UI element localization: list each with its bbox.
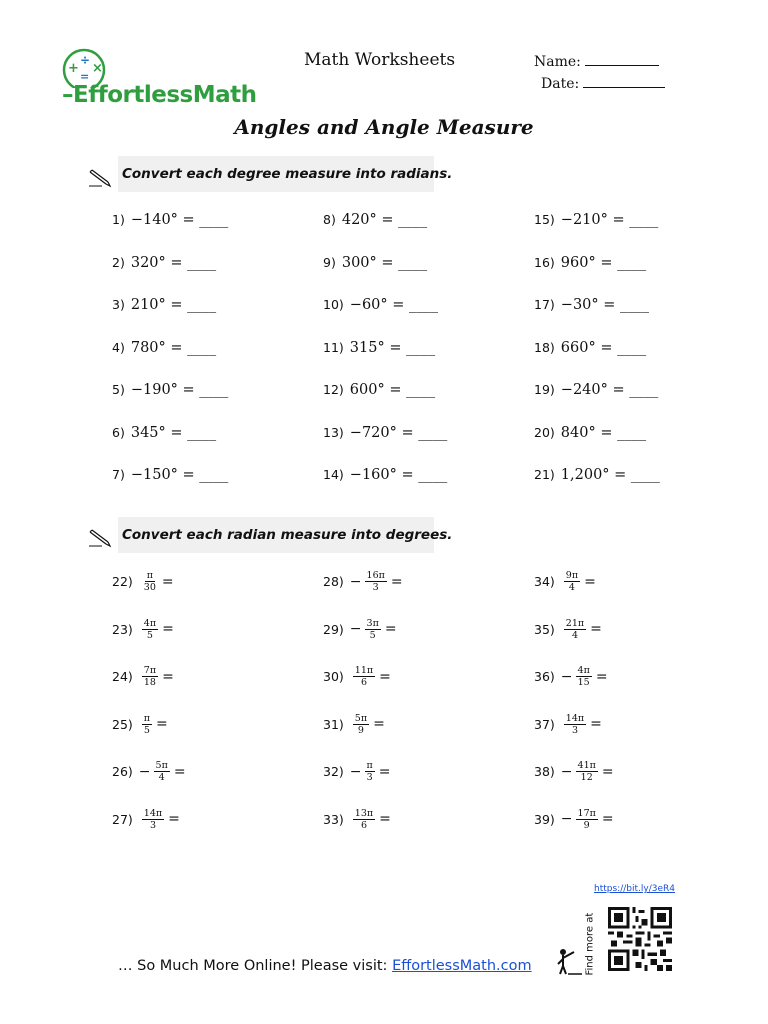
minus-sign: − — [349, 763, 362, 780]
degree-problem — [534, 212, 658, 228]
denominator: 4 — [571, 629, 578, 641]
radian-problem — [534, 808, 614, 831]
problem-number: 14) — [323, 467, 344, 482]
header-title: Math Worksheets — [304, 50, 456, 70]
problem-number: 15) — [534, 212, 555, 227]
fraction — [142, 570, 158, 593]
problem-number: 6) — [112, 424, 125, 440]
degree-problem — [323, 425, 447, 441]
problem-number: 20) — [534, 424, 555, 440]
denominator: 15 — [577, 677, 590, 688]
pencil-icon — [88, 168, 112, 188]
problem-number: 25) — [112, 716, 133, 732]
problem-number: 16) — [534, 254, 555, 270]
fraction — [576, 665, 592, 688]
section2-instruction: Convert each radian measure into degrees. — [122, 527, 453, 543]
degree-problem — [534, 425, 646, 441]
section2-instruction-bar — [118, 517, 453, 553]
degree-problem — [534, 340, 646, 356]
logo-text: EffortlessMath — [73, 82, 257, 108]
problem-number: 12) — [323, 382, 344, 397]
problem-expression[interactable]: −30° = ____ — [560, 297, 650, 313]
denominator: 18 — [143, 677, 156, 688]
problem-number: 21) — [534, 467, 555, 482]
problem-number: 27) — [112, 811, 133, 827]
degree-problem — [323, 382, 435, 398]
problem-expression[interactable]: −60° = ____ — [349, 297, 439, 313]
denominator: 3 — [372, 582, 379, 593]
date-field[interactable] — [541, 75, 665, 92]
degree-problem — [112, 382, 228, 398]
fraction — [154, 760, 170, 783]
problem-expression[interactable]: 420° = ____ — [341, 212, 428, 228]
problem-expression[interactable]: 960° = ____ — [560, 254, 647, 271]
denominator: 5 — [143, 724, 150, 736]
problem-expression[interactable]: 1,200° = ____ — [560, 467, 660, 483]
radian-problem — [112, 570, 174, 593]
radian-problem — [112, 808, 180, 831]
denominator: 9 — [583, 819, 590, 831]
radian-problem — [534, 618, 602, 641]
equals-sign[interactable]: = — [584, 573, 596, 590]
problem-expression[interactable]: −720° = ____ — [349, 424, 448, 441]
name-field[interactable] — [534, 53, 659, 70]
equals-sign[interactable]: = — [601, 811, 614, 827]
teacher-pointing-icon — [554, 944, 586, 976]
numerator: 5π — [354, 712, 368, 724]
logo-wordmark: –EffortlessMath — [62, 82, 257, 108]
degree-problem — [323, 212, 427, 228]
problem-number: 29) — [323, 621, 344, 637]
numerator: 14π — [565, 712, 585, 724]
worksheet-title: Angles and Angle Measure — [234, 115, 534, 139]
footer-text: … So Much More Online! Please visit: — [118, 958, 393, 974]
problem-number: 31) — [323, 716, 344, 732]
problem-number: 9) — [323, 254, 336, 270]
problem-number: 17) — [534, 297, 555, 312]
numerator: 14π — [143, 807, 163, 819]
problem-expression[interactable]: −160° = ____ — [349, 467, 448, 483]
equals-sign[interactable]: = — [379, 668, 391, 685]
svg-text:=: = — [80, 70, 90, 83]
radian-problem — [534, 570, 596, 593]
degree-problem — [112, 297, 216, 313]
degree-problem — [534, 382, 658, 398]
degree-problem — [323, 255, 427, 271]
problem-expression[interactable]: 660° = ____ — [560, 339, 647, 356]
denominator: 5 — [146, 629, 153, 641]
fraction — [142, 618, 158, 641]
fraction — [365, 618, 381, 641]
find-more-text: Find more at — [584, 912, 596, 976]
radian-problem — [323, 808, 391, 831]
equals-sign[interactable]: = — [378, 763, 391, 780]
problem-number: 19) — [534, 382, 555, 397]
degree-problem — [323, 467, 447, 483]
fraction — [353, 808, 375, 831]
svg-text:×: × — [92, 61, 103, 76]
equals-sign[interactable]: = — [601, 763, 614, 780]
fraction — [365, 760, 375, 783]
equals-sign[interactable]: = — [590, 716, 602, 732]
numerator: 3π — [366, 617, 379, 629]
problem-number: 24) — [112, 669, 133, 684]
degree-problem — [323, 340, 435, 356]
minus-sign: − — [349, 573, 362, 590]
radian-problem — [112, 713, 168, 736]
problem-number: 18) — [534, 339, 555, 355]
equals-sign[interactable]: = — [168, 811, 180, 827]
radian-problem — [534, 713, 602, 736]
denominator: 12 — [580, 772, 593, 783]
fraction — [564, 570, 580, 593]
problem-expression[interactable]: 315° = ____ — [349, 339, 436, 356]
fraction — [564, 713, 586, 736]
denominator: 4 — [158, 772, 165, 783]
denominator: 30 — [143, 582, 156, 593]
degree-problem — [112, 255, 216, 271]
radian-problem — [323, 760, 391, 783]
problem-number: 7) — [112, 467, 125, 482]
equals-sign[interactable]: = — [590, 621, 602, 637]
degree-problem — [112, 467, 228, 483]
problem-expression[interactable]: −240° = ____ — [560, 382, 659, 398]
problem-number: 1) — [112, 212, 125, 227]
denominator: 3 — [366, 772, 373, 783]
fraction — [576, 808, 598, 831]
problem-expression[interactable]: 300° = ____ — [341, 254, 428, 271]
equals-sign[interactable]: = — [156, 716, 168, 732]
problem-expression[interactable]: −190° = ____ — [130, 382, 229, 398]
equals-sign[interactable]: = — [390, 573, 403, 590]
numerator: 7π — [143, 665, 157, 676]
equals-sign[interactable]: = — [595, 668, 608, 685]
svg-text:÷: ÷ — [80, 53, 91, 67]
radian-problem — [323, 665, 391, 688]
problem-expression[interactable]: −150° = ____ — [130, 467, 229, 483]
equals-sign[interactable]: = — [161, 573, 174, 590]
fraction — [353, 665, 375, 688]
numerator: 17π — [577, 807, 596, 819]
effortlessmath-logo — [60, 48, 257, 108]
problem-number: 8) — [323, 212, 336, 227]
minus-sign: − — [560, 811, 573, 827]
problem-expression[interactable]: 320° = ____ — [130, 254, 217, 271]
qr-code-icon[interactable] — [608, 907, 672, 971]
degree-problem — [534, 255, 646, 271]
equals-sign[interactable]: = — [384, 621, 397, 637]
problem-number: 5) — [112, 382, 125, 397]
degree-problem — [112, 212, 228, 228]
radian-problem — [534, 665, 608, 688]
problem-expression[interactable]: 840° = ____ — [560, 424, 647, 441]
numerator: 4π — [143, 617, 157, 629]
problem-number: 4) — [112, 339, 125, 355]
equals-sign[interactable]: = — [373, 716, 385, 732]
degree-problem — [112, 340, 216, 356]
footer-short-url[interactable]: https://bit.ly/3eR4 — [594, 884, 675, 894]
date-blank[interactable] — [583, 75, 665, 88]
problem-expression[interactable]: −140° = ____ — [130, 212, 229, 228]
section1-instruction-bar — [118, 156, 453, 192]
numerator: 5π — [155, 760, 168, 771]
degree-problem — [112, 425, 216, 441]
date-label: Date: — [541, 76, 580, 92]
problem-number: 3) — [112, 297, 125, 312]
name-label: Name: — [534, 54, 581, 70]
equals-sign[interactable]: = — [379, 811, 391, 827]
problem-number: 35) — [534, 621, 555, 637]
problem-number: 37) — [534, 716, 555, 732]
numerator: 41π — [577, 760, 596, 771]
problem-number: 30) — [323, 669, 344, 684]
fraction — [142, 713, 152, 736]
problem-expression[interactable]: 600° = ____ — [349, 382, 436, 398]
problem-expression[interactable]: 780° = ____ — [130, 339, 217, 356]
numerator: π — [146, 570, 153, 581]
problem-number: 10) — [323, 297, 344, 312]
radian-problem — [112, 665, 174, 688]
fraction — [576, 760, 598, 783]
numerator: 16π — [366, 570, 385, 581]
problem-number: 33) — [323, 811, 344, 827]
equals-sign[interactable]: = — [173, 763, 186, 780]
denominator: 9 — [357, 724, 364, 736]
denominator: 5 — [369, 629, 376, 641]
problem-number: 23) — [112, 621, 133, 637]
problem-number: 38) — [534, 764, 555, 779]
problem-number: 32) — [323, 764, 344, 779]
radian-problem — [534, 760, 614, 783]
numerator: 4π — [577, 665, 590, 676]
fraction — [142, 665, 158, 688]
footer-link[interactable]: EffortlessMath.com — [392, 958, 532, 974]
problem-number: 36) — [534, 669, 555, 684]
equals-sign[interactable]: = — [162, 621, 174, 637]
degree-problem — [323, 297, 438, 313]
problem-number: 11) — [323, 339, 344, 355]
problem-expression[interactable]: 345° = ____ — [130, 424, 217, 441]
fraction — [353, 713, 369, 736]
radian-problem — [323, 618, 397, 641]
denominator: 6 — [360, 819, 367, 831]
problem-number: 13) — [323, 424, 344, 440]
minus-sign: − — [560, 763, 573, 780]
numerator: π — [366, 760, 373, 771]
problem-expression[interactable]: 210° = ____ — [130, 297, 217, 313]
numerator: 11π — [354, 665, 374, 676]
name-blank[interactable] — [585, 53, 659, 66]
minus-sign: − — [138, 763, 151, 780]
denominator: 6 — [360, 677, 367, 688]
numerator: π — [143, 712, 151, 724]
section1-instruction: Convert each degree measure into radians. — [122, 166, 453, 182]
degree-problem — [534, 297, 649, 313]
pencil-icon — [88, 528, 112, 548]
numerator: 13π — [354, 807, 374, 819]
radian-problem — [323, 570, 403, 593]
radian-problem — [112, 760, 186, 783]
fraction — [564, 618, 586, 641]
numerator: 9π — [565, 570, 579, 581]
problem-expression[interactable]: −210° = ____ — [560, 212, 659, 228]
fraction — [365, 570, 387, 593]
problem-number: 39) — [534, 811, 555, 827]
problem-number: 22) — [112, 574, 133, 589]
denominator: 4 — [568, 582, 575, 593]
footer-promo — [118, 958, 532, 974]
problem-number: 2) — [112, 254, 125, 270]
problem-number: 26) — [112, 764, 133, 779]
equals-sign[interactable]: = — [162, 668, 174, 685]
denominator: 3 — [571, 724, 578, 736]
denominator: 3 — [149, 819, 156, 831]
radian-problem — [112, 618, 174, 641]
fraction — [142, 808, 164, 831]
degree-problem — [534, 467, 660, 483]
minus-sign: − — [349, 621, 362, 637]
svg-text:+: + — [68, 61, 79, 76]
radian-problem — [323, 713, 385, 736]
problem-number: 34) — [534, 574, 555, 589]
problem-number: 28) — [323, 574, 344, 589]
minus-sign: − — [560, 668, 573, 685]
numerator: 21π — [565, 617, 585, 629]
